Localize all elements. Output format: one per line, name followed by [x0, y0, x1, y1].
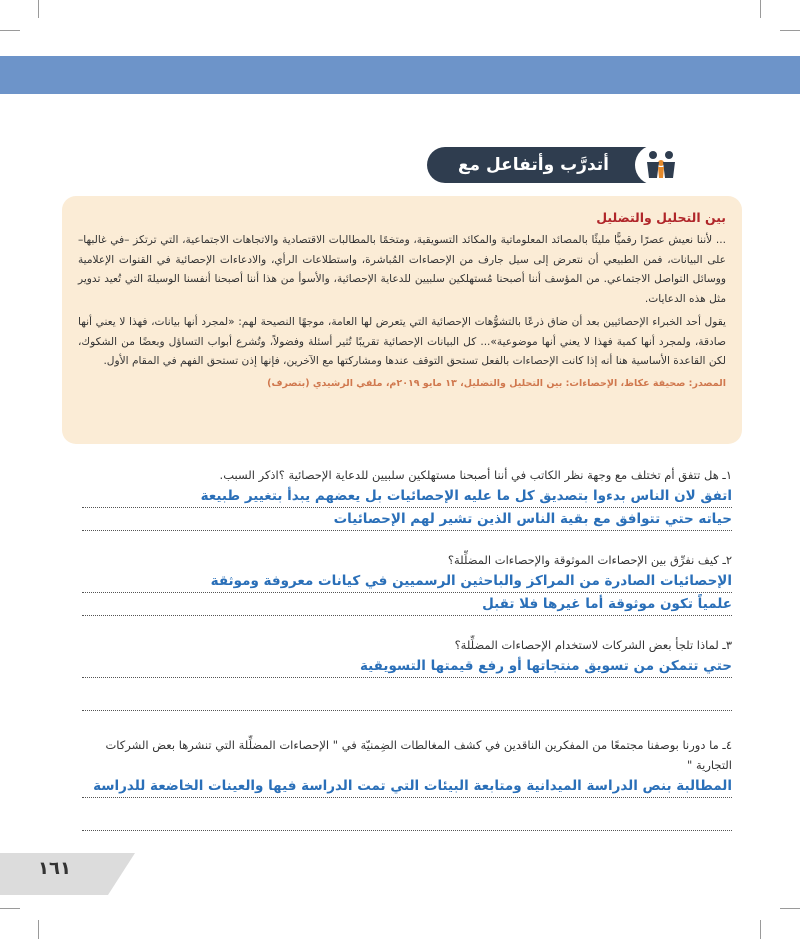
question-block	[82, 550, 732, 616]
reading-passage-box	[62, 196, 742, 444]
answer-line[interactable]: حتي تتمكن من تسويق منتجاتها أو رفع قيمتها التسويقية	[82, 655, 732, 678]
answer-line[interactable]: الإحصائيات الصادرة من المراكز والباحثين الرسميين في كيانات معروفة وموثقة	[82, 570, 732, 593]
crop-mark	[780, 908, 800, 909]
passage-title: بين التحليل والتضليل	[596, 210, 726, 225]
passage-paragraph: يقول أحد الخبراء الإحصائيين بعد أن ضاق ذرعًا بالتشوُّهات الإحصائية التي يتعرض لها العامة، موجهًا النصيحة لهم: «لمجرد أنها بيانات، فهذا لا يعني أنها صادقة، ولمجرد أنها كمية فهذا لا يعني أنها موضوعية»... كل البيانات الإحصائية تقريبًا تُثير أسئلة وفضولاً، وتُشرع أبواب التساؤل وبعضًا من الشكوك، لكن القاعدة الأساسية هنا أنه إذا كانت الإحصاءات بالفعل تستحق التوقف عندها ومشاركتها مع الآخرين، فإنها إذن تستحق الفهم في المقام الأول.	[78, 316, 726, 367]
crop-mark	[0, 30, 20, 31]
crop-mark	[760, 920, 761, 939]
answer-line[interactable]: علمياً تكون موثوقة أما غيرها فلا تقبل	[82, 593, 732, 616]
empty-answer-line[interactable]	[82, 688, 732, 711]
question-text: ١ـ هل تتفق أم تختلف مع وجهة نظر الكاتب في أننا أصبحنا مستهلكين سلبيين للدعاية الإحصائية ؟اذكر السبب.	[219, 468, 732, 482]
answer-line[interactable]: اتفق لان الناس بدءوا بتصديق كل ما عليه الإحصائيات بل يعضهم يبدأ بتغيير طبيعة	[82, 485, 732, 508]
question-block	[82, 735, 732, 831]
question-block	[82, 635, 732, 711]
question-block	[82, 465, 732, 531]
crop-mark	[760, 0, 761, 18]
empty-answer-line[interactable]	[82, 808, 732, 831]
passage-paragraph: ... لأننا نعيش عصرًا رقميًّا مليئًا بالمصائد المعلوماتية والمكائد التسويقية، ومتخمًا بالمطالبات الاقتصادية والاتجاهات الاجتماعية، التي ترتكز –في غالبها– على البيانات، فمن الطبيعي أن نتعرض إلى سيل جارف من الإحصاءات المُباشرة، واستطلاعات الرأي، والادعاءات الإحصائية في القنوات الإعلامية ووسائل التواصل الاجتماعي. من المؤسف أننا أصبحنا مُستهلكين سلبيين للدعاية الإحصائية، والأسوأ من هذا أننا أصبحنا أنفسنا الوسيلةَ التي تُعيد تدوير مثل هذه الدعايات.	[78, 234, 726, 305]
question-text: ٣ـ لماذا تلجأ بعض الشركات لاستخدام الإحصاءات المضلِّلة؟	[454, 638, 732, 652]
page-number: ١٦١	[38, 858, 71, 879]
answer-line[interactable]: حياته حتي تتوافق مع بقية الناس الذين تشير لهم الإحصائيات	[82, 508, 732, 531]
question-text: ٤ـ ما دورنا بوصفنا مجتمعًا من المفكرين الناقدين في كشف المغالطات الضِمنيّة في " الإحصاءات المضلِّلة التي تنشرها بعض الشركات التجارية "	[105, 738, 732, 772]
crop-mark	[38, 920, 39, 939]
section-title: أتدرَّب وأتفاعل مع	[427, 147, 667, 183]
question-text: ٢ـ كيف نفرِّق بين الإحصاءات الموثوقة والإحصاءات المضلِّلة؟	[447, 553, 732, 567]
answer-line[interactable]: المطالبة بنص الدراسة الميدانية ومتابعة البيئات التي تمت الدراسة فيها والعينات الخاضعة للدراسة	[82, 775, 732, 798]
top-color-band	[0, 56, 800, 94]
crop-mark	[0, 908, 20, 909]
family-icon	[635, 145, 687, 185]
crop-mark	[780, 30, 800, 31]
passage-source: المصدر: صحيفة عكاظ، الإحصاءات: بين التحليل والتضليل، ١٣ مايو ٢٠١٩م، ملفي الرشيدي (بتصرف)	[267, 377, 726, 389]
section-header	[427, 145, 687, 189]
crop-mark	[38, 0, 39, 18]
